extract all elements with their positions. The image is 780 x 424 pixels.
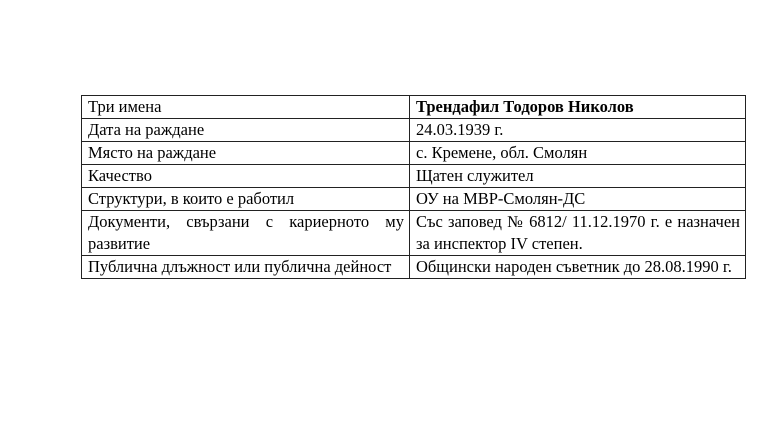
row-value-career-documents: Със заповед № 6812/ 11.12.1970 г. е назначен за инспектор IV степен. (410, 211, 746, 256)
row-label-public-office: Публична длъжност или публична дейност (82, 256, 410, 279)
row-label-full-name: Три имена (82, 96, 410, 119)
row-value-birth-date: 24.03.1939 г. (410, 119, 746, 142)
personal-record-table (81, 95, 746, 279)
row-label-structures: Структури, в които е работил (82, 188, 410, 211)
table-row (82, 256, 746, 279)
table-row (82, 96, 746, 119)
row-value-full-name: Трендафил Тодоров Николов (410, 96, 746, 119)
row-value-public-office: Общински народен съветник до 28.08.1990 г. (410, 256, 746, 279)
row-label-birth-place: Място на раждане (82, 142, 410, 165)
table-row (82, 119, 746, 142)
table-row (82, 142, 746, 165)
row-value-structures: ОУ на МВР-Смолян-ДС (410, 188, 746, 211)
row-value-capacity: Щатен служител (410, 165, 746, 188)
row-value-birth-place: с. Кремене, обл. Смолян (410, 142, 746, 165)
table-row (82, 188, 746, 211)
row-label-birth-date: Дата на раждане (82, 119, 410, 142)
row-label-career-documents: Документи, свързани с кариерното му развитие (82, 211, 410, 256)
table-row (82, 211, 746, 256)
table-row (82, 165, 746, 188)
row-label-capacity: Качество (82, 165, 410, 188)
